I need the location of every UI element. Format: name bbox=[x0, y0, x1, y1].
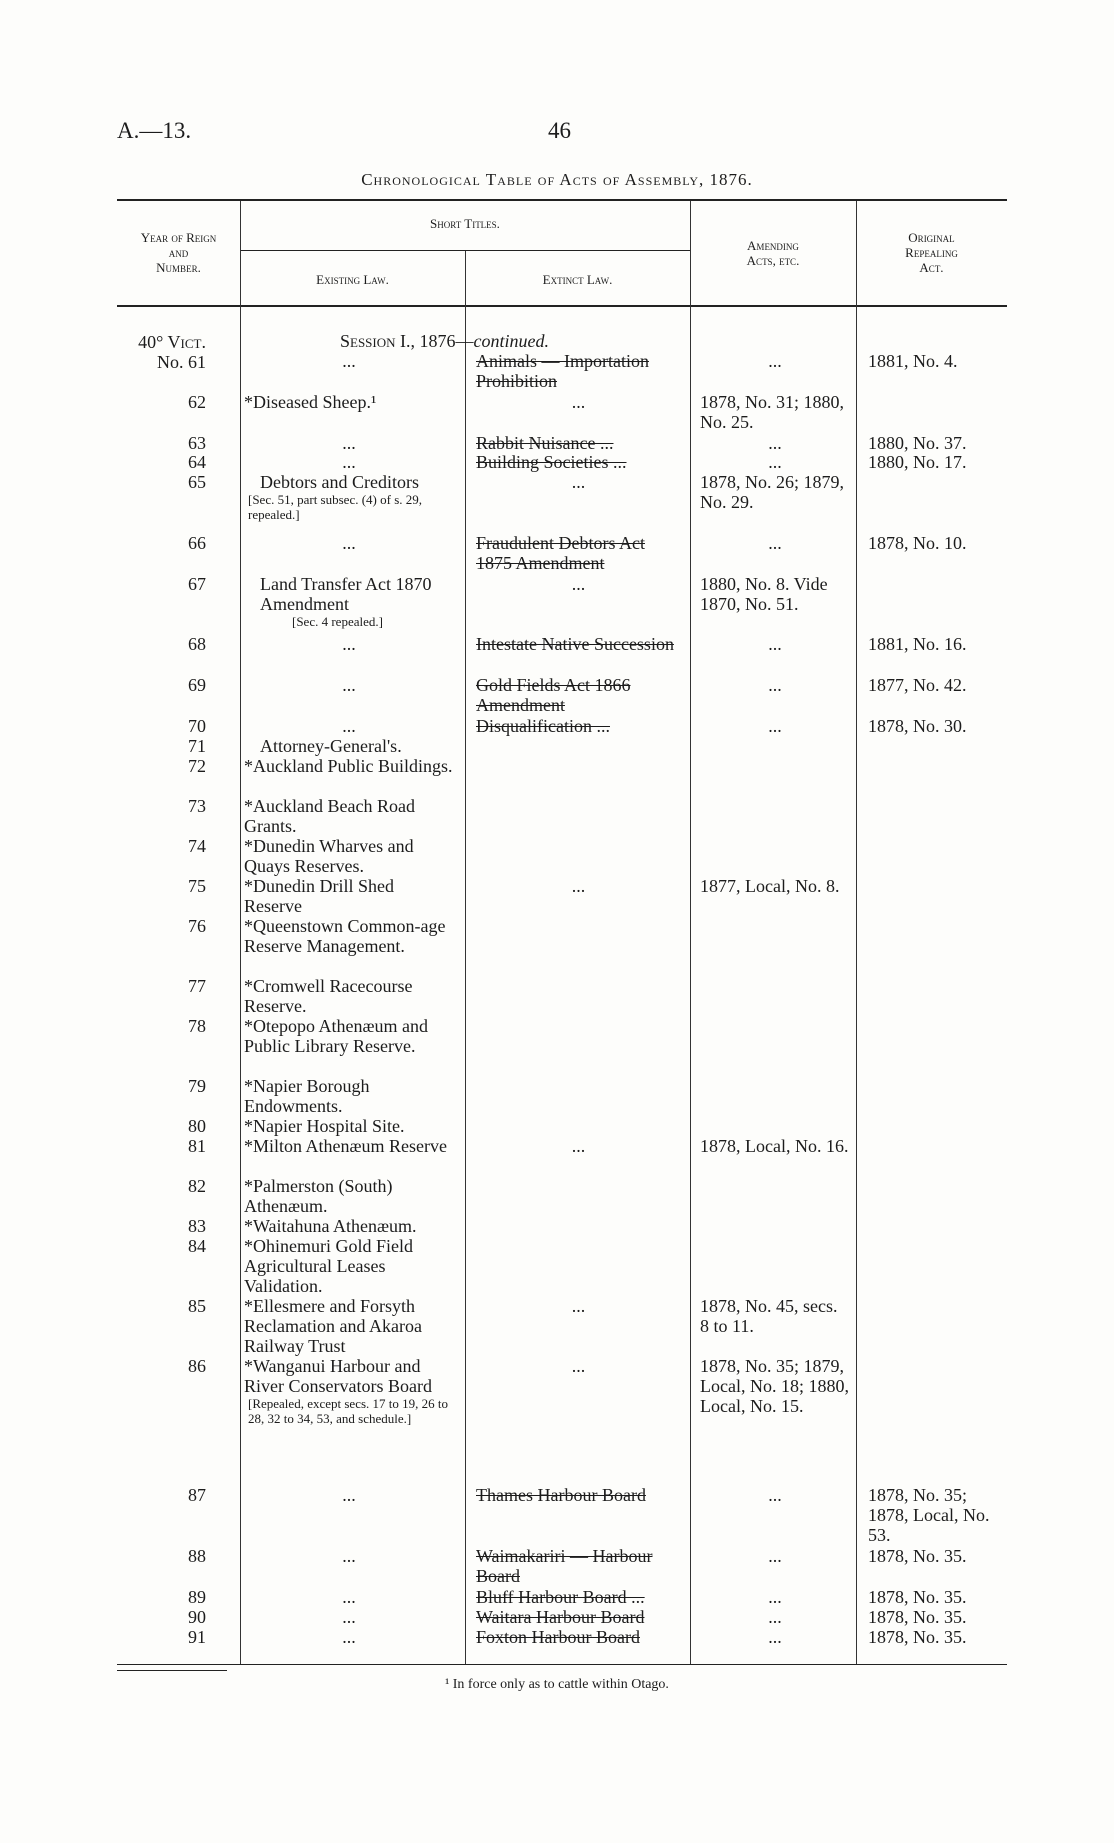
existing-law: *Milton Athenæum Reserve bbox=[244, 1136, 447, 1156]
act-number: 62 bbox=[188, 392, 206, 412]
act-number: 74 bbox=[188, 836, 206, 856]
act-number: 88 bbox=[188, 1546, 206, 1566]
existing-law: *Palmerston (South) Athenæum. bbox=[244, 1176, 393, 1216]
act-number: 68 bbox=[188, 634, 206, 654]
existing-law: ... bbox=[342, 452, 356, 472]
footnote: ¹ In force only as to cattle within Otago. bbox=[445, 1677, 669, 1692]
amending-acts: 1878, No. 45, secs. 8 to 11. bbox=[700, 1296, 838, 1336]
act-number: 90 bbox=[188, 1607, 206, 1627]
amending-acts: ... bbox=[768, 1587, 782, 1607]
existing-law: *Waitahuna Athenæum. bbox=[244, 1216, 417, 1236]
existing-law: *Queenstown Common-age Reserve Management. bbox=[244, 916, 446, 956]
amending-acts: ... bbox=[768, 1607, 782, 1627]
note: [Sec. 4 repealed.] bbox=[292, 614, 383, 629]
existing-law: *Diseased Sheep.¹ bbox=[244, 392, 377, 412]
existing-law: ... bbox=[342, 1587, 356, 1607]
amending-acts: 1878, No. 35; 1879, Local, No. 18; 1880, Local, No. 15. bbox=[700, 1356, 849, 1416]
repealing-act: 1881, No. 16. bbox=[868, 634, 967, 654]
repealing-act: 1878, No. 30. bbox=[868, 716, 967, 736]
act-number: 78 bbox=[188, 1016, 206, 1036]
regnal-year: 40° Vict. No. 61 bbox=[138, 332, 206, 372]
existing-law: *Auckland Public Buildings. bbox=[244, 756, 453, 776]
header-bottom-rule bbox=[117, 305, 1007, 307]
extinct-law: Intestate Native Succession bbox=[476, 634, 674, 654]
extinct-law: Waimakariri — Harbour Board bbox=[476, 1546, 653, 1586]
existing-law: *Otepopo Athenæum and Public Library Reserve. bbox=[244, 1016, 428, 1056]
existing-law: ... bbox=[342, 716, 356, 736]
existing-law: ... bbox=[342, 634, 356, 654]
amending-acts: 1878, No. 31; 1880, No. 25. bbox=[700, 392, 844, 432]
extinct-law: Animals — Importation Prohibition bbox=[476, 351, 649, 391]
existing-law: *Napier Borough Endowments. bbox=[244, 1076, 370, 1116]
act-number: 67 bbox=[188, 574, 206, 594]
amending-acts: ... bbox=[768, 433, 782, 453]
note: [Sec. 51, part subsec. (4) of s. 29, repealed.] bbox=[248, 492, 423, 522]
repealing-act: 1878, No. 35. bbox=[868, 1587, 967, 1607]
existing-law: *Cromwell Racecourse Reserve. bbox=[244, 976, 413, 1016]
amending-acts: 1878, Local, No. 16. bbox=[700, 1136, 849, 1156]
extinct-law: ... bbox=[571, 876, 586, 896]
existing-law: Debtors and Creditors [Sec. 51, part subsec. (4) of s. 29, repealed.] bbox=[244, 472, 454, 522]
act-number: 87 bbox=[188, 1485, 206, 1505]
col-divider-4 bbox=[856, 201, 857, 1664]
col-header-existing: Existing Law. bbox=[316, 272, 389, 287]
top-rule bbox=[117, 199, 1007, 201]
amending-acts: ... bbox=[768, 1627, 782, 1647]
bottom-rule bbox=[117, 1664, 1007, 1665]
col-header-short-titles: Short Titles. bbox=[430, 216, 500, 231]
act-number: 86 bbox=[188, 1356, 206, 1376]
amending-acts: ... bbox=[768, 533, 782, 553]
footnote-rule bbox=[117, 1670, 227, 1671]
act-number: 63 bbox=[188, 433, 206, 453]
act-number: 76 bbox=[188, 916, 206, 936]
table-title: Chronological Table of Acts of Assembly, 1876. bbox=[361, 170, 753, 189]
note: [Repealed, except secs. 17 to 19, 26 to 28, 32 to 34, 53, and schedule.] bbox=[248, 1396, 448, 1426]
document-reference: A.—13. bbox=[117, 118, 192, 143]
extinct-law: Gold Fields Act 1866 Amendment bbox=[476, 675, 631, 715]
extinct-law: Fraudulent Debtors Act 1875 Amendment bbox=[476, 533, 645, 573]
act-number: 83 bbox=[188, 1216, 206, 1236]
col-header-repealing: Original Repealing Act. bbox=[905, 230, 958, 275]
act-number: 80 bbox=[188, 1116, 206, 1136]
act-number: 79 bbox=[188, 1076, 206, 1096]
act-number: 69 bbox=[188, 675, 206, 695]
repealing-act: 1877, No. 42. bbox=[868, 675, 967, 695]
extinct-law: Disqualification ... bbox=[476, 716, 610, 736]
col-divider-3 bbox=[690, 201, 691, 1664]
amending-acts: 1880, No. 8. Vide 1870, No. 51. bbox=[700, 574, 828, 614]
amending-acts: ... bbox=[768, 452, 782, 472]
act-number: 70 bbox=[188, 716, 206, 736]
act-number: 77 bbox=[188, 976, 206, 996]
col-header-amending: Amending Acts, etc. bbox=[746, 238, 800, 268]
existing-law: ... bbox=[342, 1485, 356, 1505]
repealing-act: 1881, No. 4. bbox=[868, 351, 958, 371]
extinct-law: ... bbox=[571, 1296, 586, 1316]
act-number: 66 bbox=[188, 533, 206, 553]
repealing-act: 1878, No. 35. bbox=[868, 1607, 967, 1627]
existing-law: *Dunedin Drill Shed Reserve bbox=[244, 876, 394, 916]
existing-law: ... bbox=[342, 1607, 356, 1627]
extinct-law: ... bbox=[571, 1356, 586, 1376]
act-number: 64 bbox=[188, 452, 206, 472]
repealing-act: 1878, No. 35. bbox=[868, 1627, 967, 1647]
extinct-law: Thames Harbour Board bbox=[476, 1485, 646, 1505]
existing-law: *Auckland Beach Road Grants. bbox=[244, 796, 415, 836]
existing-law: *Ellesmere and Forsyth Reclamation and Akaroa Railway Trust bbox=[244, 1296, 422, 1356]
repealing-act: 1880, No. 17. bbox=[868, 452, 967, 472]
existing-law: ... bbox=[342, 433, 356, 453]
extinct-law: Rabbit Nuisance ... bbox=[476, 433, 614, 453]
extinct-law: ... bbox=[571, 392, 586, 412]
col-header-extinct: Extinct Law. bbox=[542, 272, 613, 287]
extinct-law: Bluff Harbour Board ... bbox=[476, 1587, 645, 1607]
session-heading: Session I., 1876—continued. bbox=[340, 331, 549, 351]
act-number: 71 bbox=[188, 736, 206, 756]
col-divider-2 bbox=[465, 251, 466, 1664]
existing-law: ... bbox=[342, 1627, 356, 1647]
amending-acts: ... bbox=[768, 634, 782, 654]
act-number: 81 bbox=[188, 1136, 206, 1156]
existing-law: Land Transfer Act 1870 Amendment [Sec. 4 repealed.] bbox=[244, 574, 454, 629]
repealing-act: 1878, No. 35. bbox=[868, 1546, 967, 1566]
page-number: 46 bbox=[548, 118, 571, 143]
existing-law: *Dunedin Wharves and Quays Reserves. bbox=[244, 836, 414, 876]
extinct-law: ... bbox=[571, 1136, 586, 1156]
existing-law: ... bbox=[342, 533, 356, 553]
act-number: 85 bbox=[188, 1296, 206, 1316]
existing-law: ... bbox=[342, 1546, 356, 1566]
act-number: 91 bbox=[188, 1627, 206, 1647]
existing-law: *Ohinemuri Gold Field Agricultural Leases Validation. bbox=[244, 1236, 413, 1296]
amending-acts: ... bbox=[768, 1485, 782, 1505]
act-number: 82 bbox=[188, 1176, 206, 1196]
existing-law: Attorney-General's. bbox=[260, 736, 402, 756]
repealing-act: 1880, No. 37. bbox=[868, 433, 967, 453]
extinct-law: ... bbox=[571, 472, 586, 492]
extinct-law: Building Societies ... bbox=[476, 452, 627, 472]
existing-law: ... bbox=[342, 675, 356, 695]
existing-law: ... bbox=[342, 351, 356, 371]
act-number: 75 bbox=[188, 876, 206, 896]
col-divider-1 bbox=[240, 201, 241, 1664]
act-number: 72 bbox=[188, 756, 206, 776]
repealing-act: 1878, No. 35; 1878, Local, No. 53. bbox=[868, 1485, 990, 1545]
amending-acts: ... bbox=[768, 675, 782, 695]
amending-acts: ... bbox=[768, 716, 782, 736]
extinct-law: Waitara Harbour Board bbox=[476, 1607, 645, 1627]
act-number: 84 bbox=[188, 1236, 206, 1256]
act-number: 73 bbox=[188, 796, 206, 816]
act-number: 89 bbox=[188, 1587, 206, 1607]
extinct-law: ... bbox=[571, 574, 586, 594]
amending-acts: 1878, No. 26; 1879, No. 29. bbox=[700, 472, 844, 512]
extinct-law: Foxton Harbour Board bbox=[476, 1627, 640, 1647]
existing-law: *Wanganui Harbour and River Conservators Board [Repealed, except secs. 17 to 19, 26 to 28, 32 to 34, 53, and schedule.] bbox=[244, 1356, 454, 1426]
amending-acts: ... bbox=[768, 351, 782, 371]
repealing-act: 1878, No. 10. bbox=[868, 533, 967, 553]
existing-law: *Napier Hospital Site. bbox=[244, 1116, 405, 1136]
amending-acts: 1877, Local, No. 8. bbox=[700, 876, 840, 896]
amending-acts: ... bbox=[768, 1546, 782, 1566]
col-header-year: Year of Reign and Number. bbox=[140, 230, 217, 275]
act-number: 65 bbox=[188, 472, 206, 492]
